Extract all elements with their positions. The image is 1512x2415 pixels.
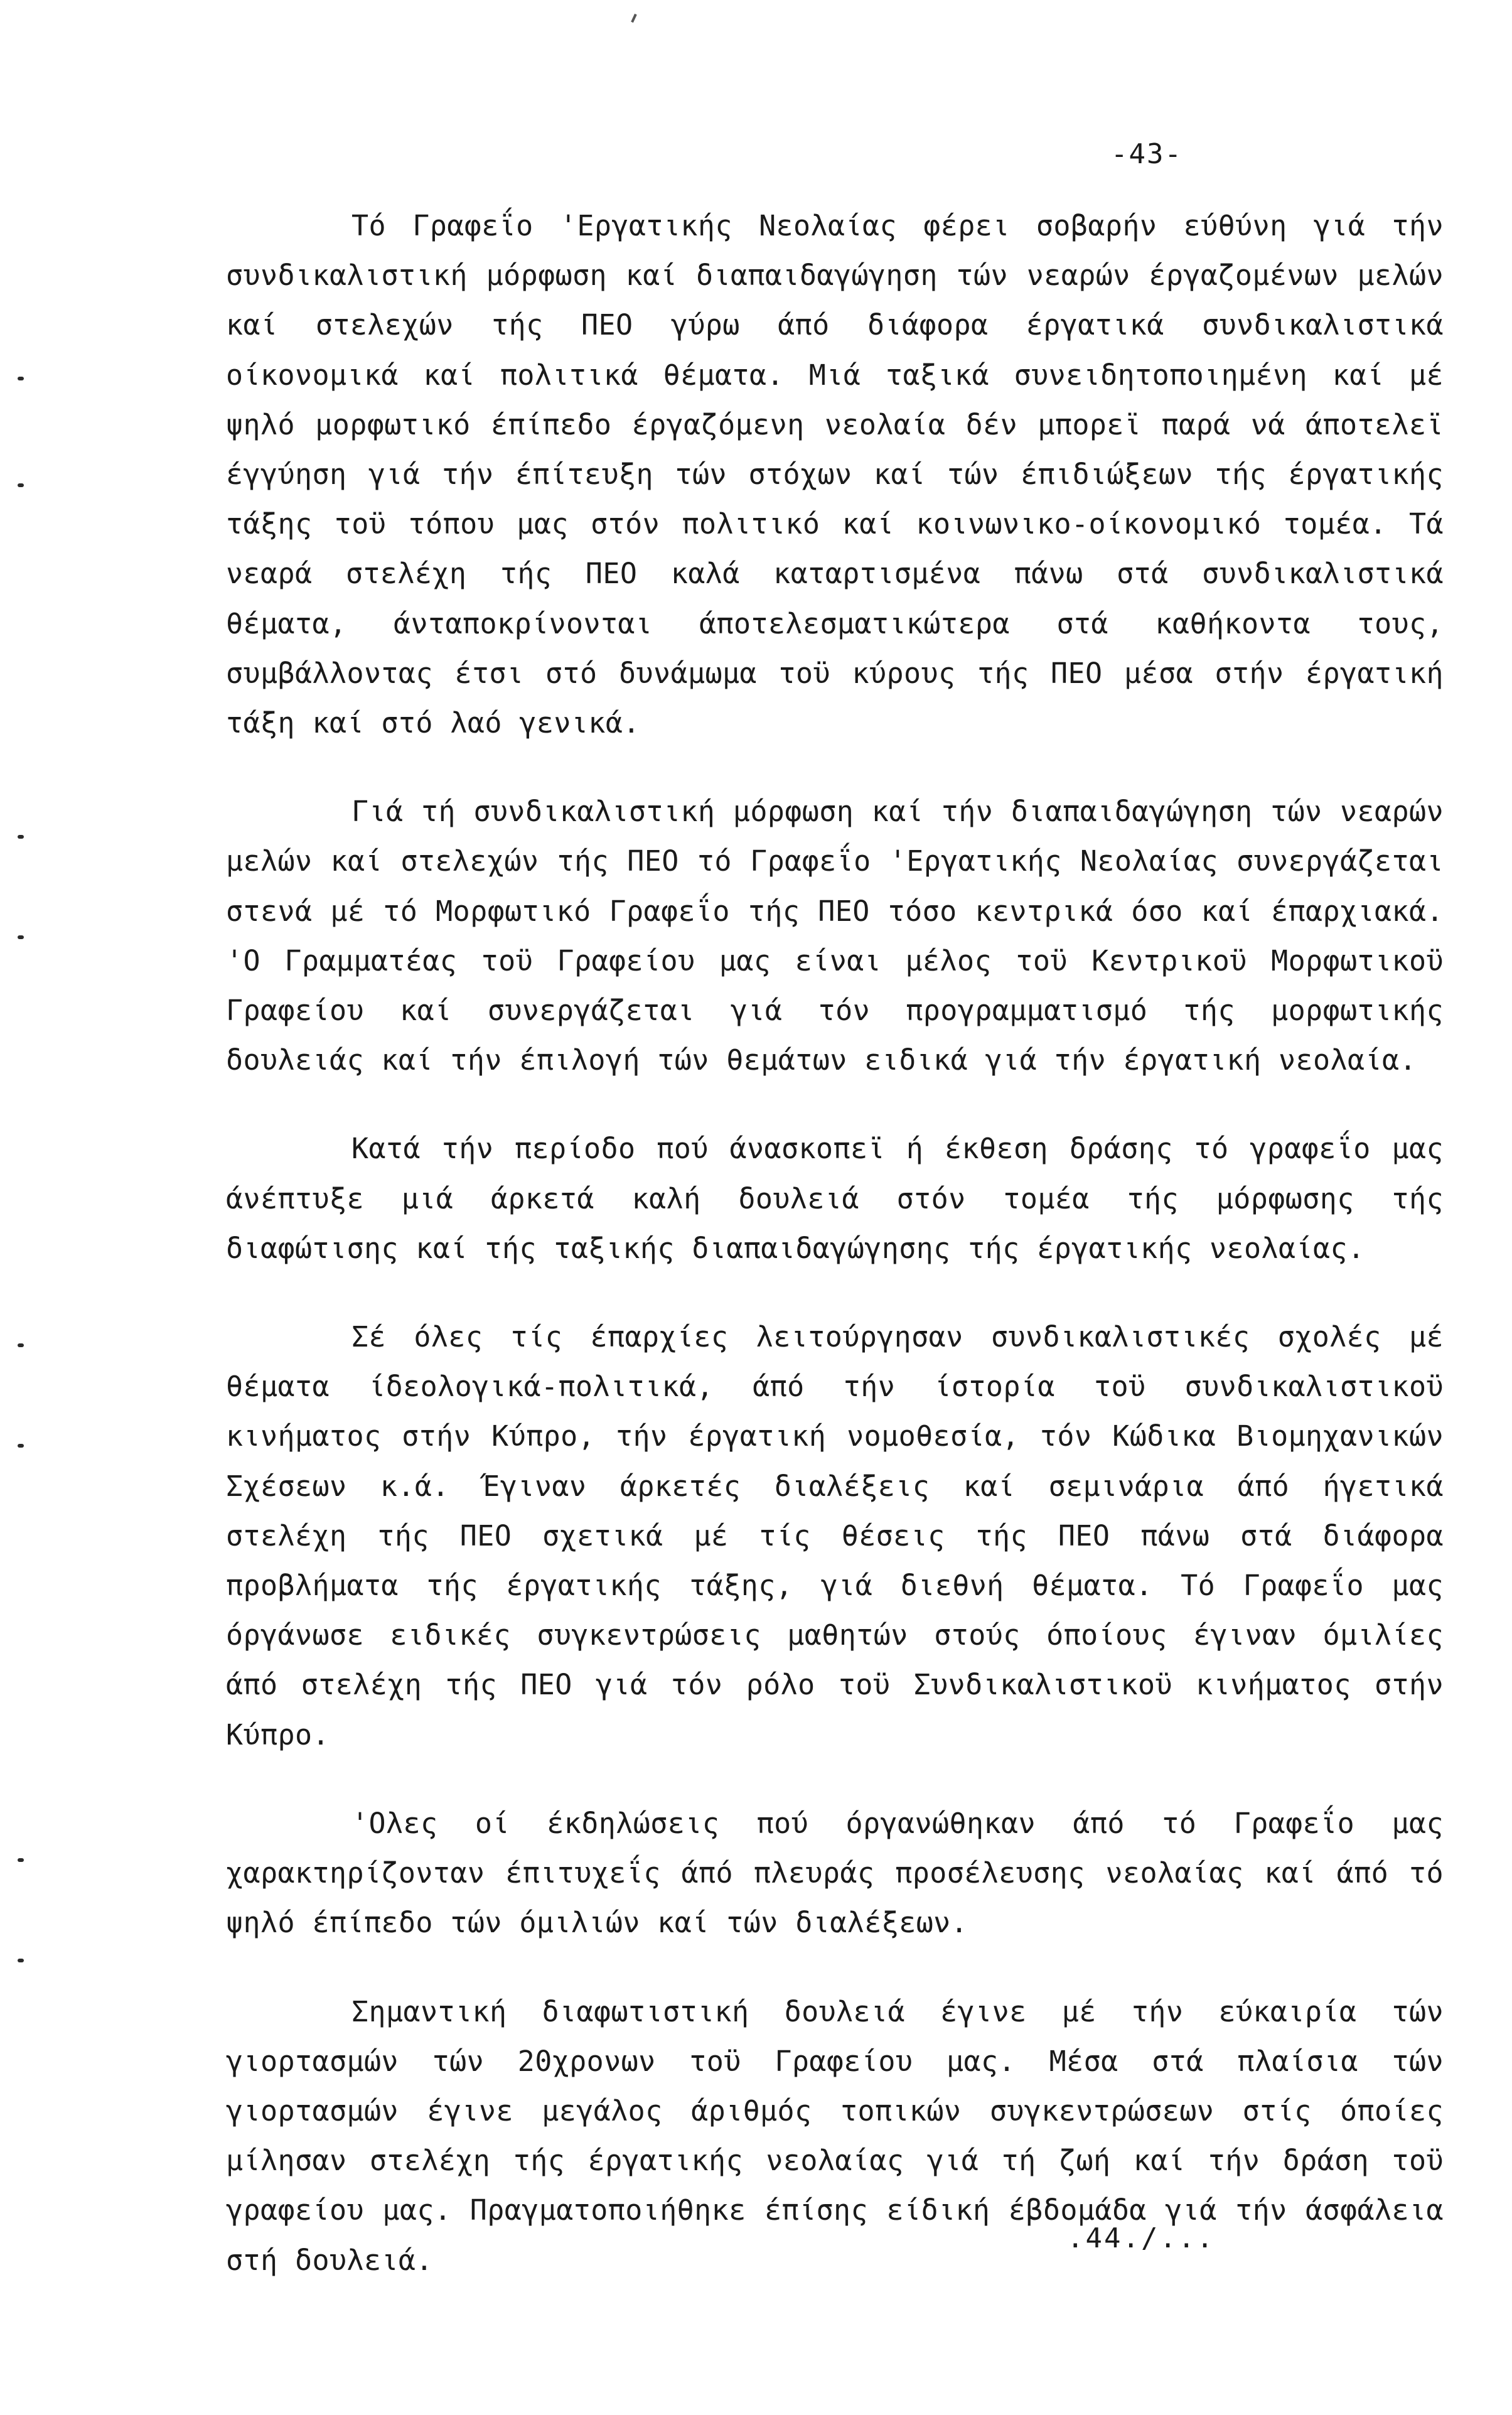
document-body: [226, 201, 1444, 2285]
scan-mark: [631, 14, 637, 23]
scan-mark: [18, 1959, 24, 1962]
paragraph: Τό Γραφεΐο 'Εργατικής Νεολαίας φέρει σοβαρήν εύθύνη γιά τήν συνδικαλιστική μόρφωση καί διαπαιδαγώγηση τών νεαρών έργαζομένων μελών καί στελεχών τής ΠΕΟ γύρω άπό διάφορα έργατικά συνδικαλιστικά οίκονομικά καί πολιτικά θέματα. Μιά ταξικά συνειδητοποιημένη καί μέ ψηλό μορφωτικό έπίπεδο έργαζόμενη νεολαία δέν μπορεϊ παρά νά άποτελεϊ έγγύηση γιά τήν έπίτευξη τών στόχων καί τών έπιδιώξεων τής έργατικής τάξης τοϋ τόπου μας στόν πολιτικό καί κοινωνικο-οίκονομικό τομέα. Τά νεαρά στελέχη τής ΠΕΟ καλά καταρτισμένα πάνω στά συνδικαλιστικά θέματα, άνταποκρίνονται άποτελεσματικώτερα στά καθήκοντα τους, συμβάλλοντας έτσι στό δυνάμωμα τοϋ κύρους τής ΠΕΟ μέσα στήν έργατική τάξη καί στό λαό γενικά.: [226, 209, 1444, 740]
scan-mark: [18, 1444, 24, 1448]
scan-mark: [18, 835, 24, 839]
paragraph: Κατά τήν περίοδο πού άνασκοπεϊ ή έκθεση δράσης τό γραφεΐο μας άνέπτυξε μιά άρκετά καλή δουλειά στόν τομέα τής μόρφωσης τής διαφώτισης καί τής ταξικής διαπαιδαγώγησης τής έργατικής νεολαίας.: [226, 1132, 1444, 1265]
scan-mark: [18, 377, 24, 380]
continuation-marker: .44./...: [1067, 2222, 1215, 2254]
paragraph: Σέ όλες τίς έπαρχίες λειτούργησαν συνδικαλιστικές σχολές μέ θέματα ίδεολογικά-πολιτικά, άπό τήν ίστορία τοϋ συνδικαλιστικοϋ κινήματος στήν Κύπρο, τήν έργατική νομοθεσία, τόν Κώδικα Βιομηχανικών Σχέσεων κ.ά. Έγιναν άρκετές διαλέξεις καί σεμινάρια άπό ήγετικά στελέχη τής ΠΕΟ σχετικά μέ τίς θέσεις τής ΠΕΟ πάνω στά διάφορα προβλήματα τής έργατικής τάξης, γιά διεθνή θέματα. Τό Γραφεΐο μας όργάνωσε ειδικές συγκεντρώσεις μαθητών στούς όποίους έγιναν όμιλίες άπό στελέχη τής ΠΕΟ γιά τόν ρόλο τοϋ Συνδικαλιστικοϋ κινήματος στήν Κύπρο.: [226, 1320, 1444, 1751]
paragraph: 'Ολες οί έκδηλώσεις πού όργανώθηκαν άπό τό Γραφεΐο μας χαρακτηρίζονταν έπιτυχεΐς άπό πλευράς προσέλευσης νεολαίας καί άπό τό ψηλό έπίπεδο τών όμιλιών καί τών διαλέξεων.: [226, 1806, 1444, 1940]
scan-mark: [18, 935, 24, 939]
scan-mark: [18, 483, 24, 487]
scan-mark: [18, 1343, 24, 1347]
paragraph: Σημαντική διαφωτιστική δουλειά έγινε μέ τήν εύκαιρία τών γιορτασμών τών 20χρονων τοϋ Γραφείου μας. Μέσα στά πλαίσια τών γιορτασμών έγινε μεγάλος άριθμός τοπικών συγκεντρώσεων στίς όποίες μίλησαν στελέχη τής έργατικής νεολαίας γιά τή ζωή καί τήν δράση τοϋ γραφείου μας. Πραγματοποιήθηκε έπίσης είδική έβδομάδα γιά τήν άσφάλεια στή δουλειά.: [226, 1994, 1444, 2277]
page-number: -43-: [1111, 138, 1182, 170]
scan-mark: [18, 1858, 24, 1862]
paragraph: Γιά τή συνδικαλιστική μόρφωση καί τήν διαπαιδαγώγηση τών νεαρών μελών καί στελεχών τής ΠΕΟ τό Γραφεΐο 'Εργατικής Νεολαίας συνεργάζεται στενά μέ τό Μορφωτικό Γραφεΐο τής ΠΕΟ τόσο κεντρικά όσο καί έπαρχιακά. 'Ο Γραμματέας τοϋ Γραφείου μας είναι μέλος τοϋ Κεντρικοϋ Μορφωτικοϋ Γραφείου καί συνεργάζεται γιά τόν προγραμματισμό τής μορφωτικής δουλειάς καί τήν έπιλογή τών θεμάτων ειδικά γιά τήν έργατική νεολαία.: [226, 795, 1444, 1077]
